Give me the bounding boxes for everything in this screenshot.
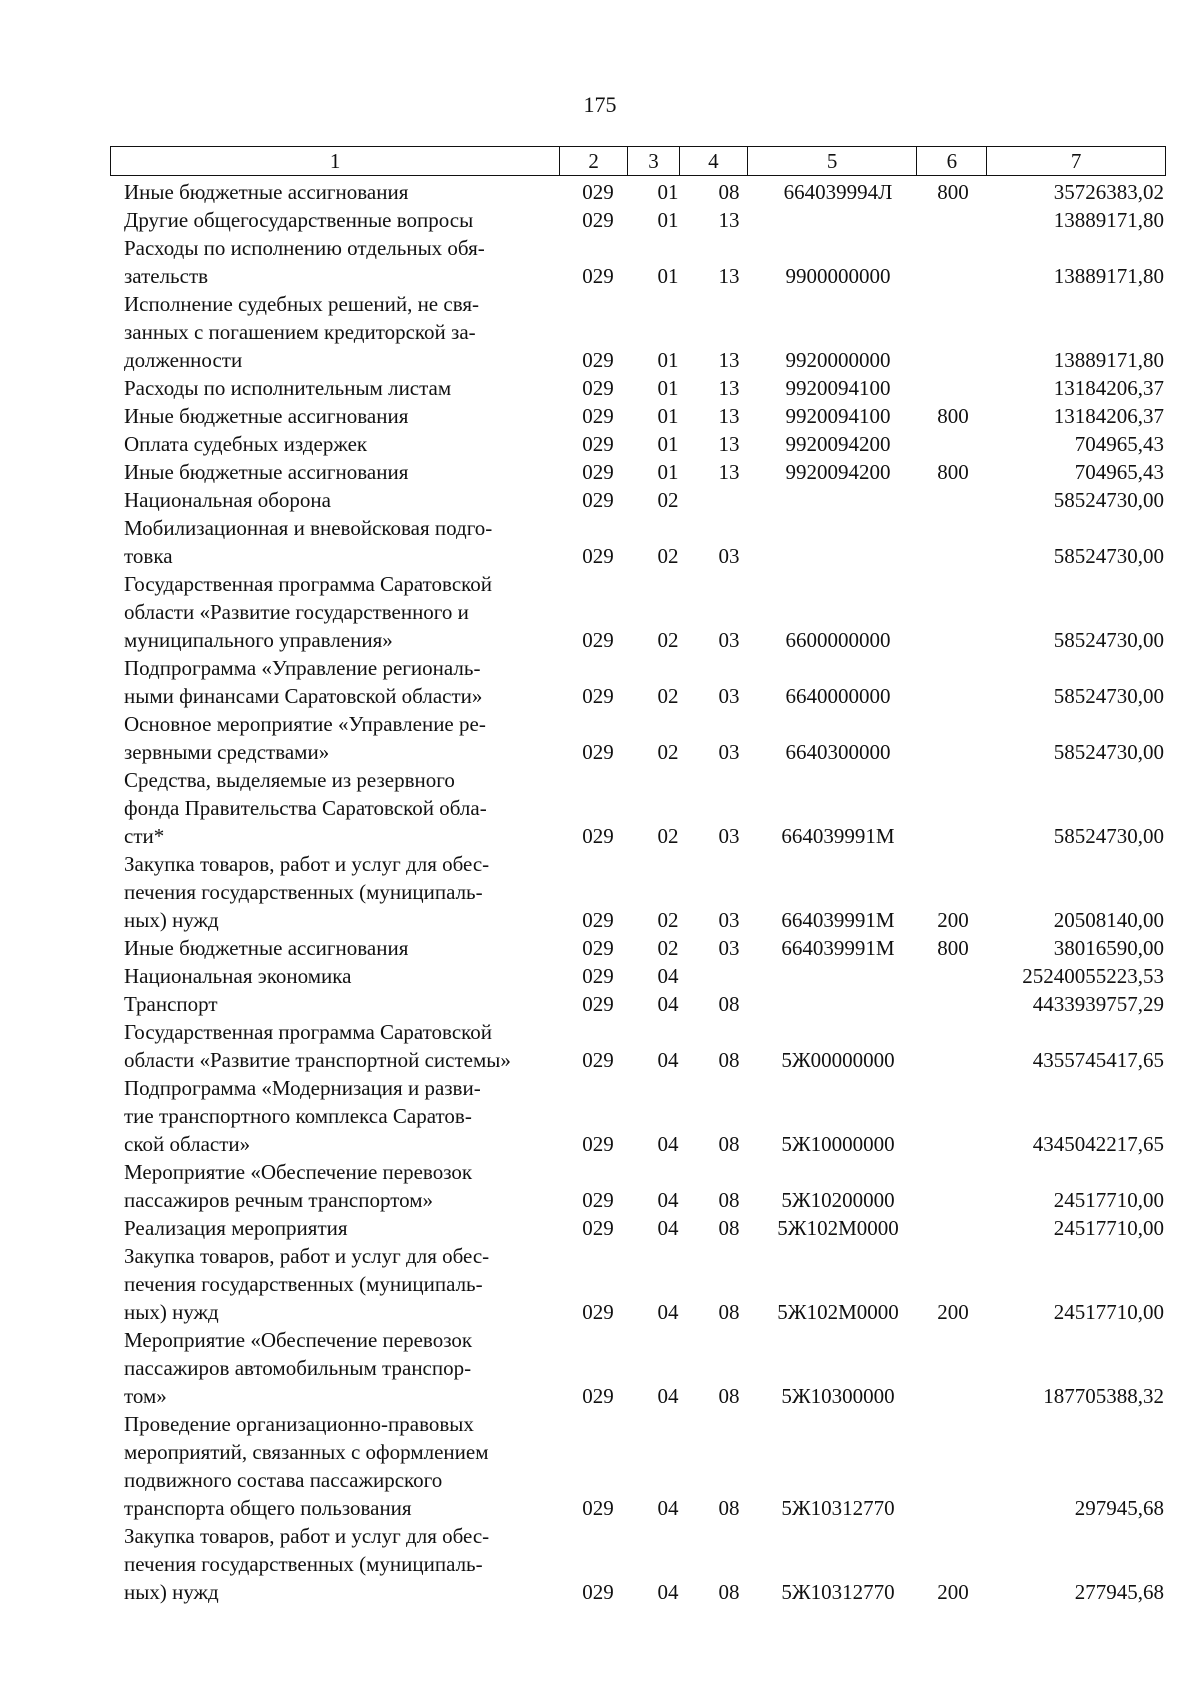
row-col-2: 029: [582, 684, 614, 708]
row-col-5: 6640000000: [785, 684, 891, 708]
row-col-3: 02: [657, 908, 679, 932]
row-col-2: 029: [582, 488, 614, 512]
row-col-2: 029: [582, 432, 614, 456]
row-col-5: 9920094200: [785, 432, 891, 456]
row-amount: 704965,43: [1074, 460, 1164, 484]
row-description: Государственная программа Саратовской области «Развитие транспортной системы»: [124, 1020, 511, 1072]
row-col-5: 6600000000: [785, 628, 891, 652]
row-col-4: 08: [718, 992, 740, 1016]
row-description: Национальная оборона: [124, 488, 331, 512]
table-row: [110, 962, 1170, 990]
row-col-4: 03: [718, 824, 740, 848]
row-col-3: 01: [657, 180, 679, 204]
row-col-2: 029: [582, 376, 614, 400]
table-row: [110, 458, 1170, 486]
row-col-2: 029: [582, 180, 614, 204]
row-col-3: 01: [657, 208, 679, 232]
row-col-3: 01: [657, 432, 679, 456]
row-col-5: 5Ж10000000: [781, 1132, 895, 1156]
row-description: Иные бюджетные ассигнования: [124, 460, 409, 484]
row-col-2: 029: [582, 1188, 614, 1212]
row-amount: 24517710,00: [1053, 1300, 1164, 1324]
row-amount: 58524730,00: [1053, 488, 1164, 512]
row-col-5: 664039994Л: [783, 180, 893, 204]
row-amount: 4355745417,65: [1032, 1048, 1164, 1072]
row-amount: 25240055223,53: [1022, 964, 1164, 988]
row-description: Государственная программа Саратовской области «Развитие государственного и муниципального управления»: [124, 572, 493, 652]
header-col-2: 2: [560, 147, 628, 175]
row-amount: 704965,43: [1074, 432, 1164, 456]
row-col-5: 664039991М: [781, 936, 895, 960]
table-row: [110, 1158, 1170, 1214]
table-row: [110, 1410, 1170, 1522]
table-row: [110, 1214, 1170, 1242]
row-col-3: 02: [657, 684, 679, 708]
row-col-2: 029: [582, 1580, 614, 1604]
row-amount: 13184206,37: [1053, 376, 1164, 400]
row-col-3: 02: [657, 544, 679, 568]
row-col-4: 08: [718, 1384, 740, 1408]
table-body: [110, 178, 1170, 1606]
row-col-4: 08: [718, 1300, 740, 1324]
row-amount: 58524730,00: [1053, 544, 1164, 568]
row-description: Иные бюджетные ассигнования: [124, 936, 409, 960]
row-col-3: 04: [657, 1496, 679, 1520]
row-col-3: 04: [657, 1580, 679, 1604]
row-col-2: 029: [582, 1496, 614, 1520]
row-col-2: 029: [582, 1132, 614, 1156]
row-col-3: 01: [657, 264, 679, 288]
row-col-2: 029: [582, 208, 614, 232]
row-col-4: 08: [718, 1048, 740, 1072]
row-col-3: 02: [657, 936, 679, 960]
table-row: [110, 402, 1170, 430]
row-col-4: 08: [718, 1188, 740, 1212]
row-col-5: 664039991М: [781, 824, 895, 848]
row-col-2: 029: [582, 1048, 614, 1072]
row-col-2: 029: [582, 404, 614, 428]
row-amount: 38016590,00: [1053, 936, 1164, 960]
row-amount: 13184206,37: [1053, 404, 1164, 428]
row-col-5: 5Ж102М0000: [777, 1300, 899, 1324]
row-col-3: 04: [657, 992, 679, 1016]
row-col-2: 029: [582, 992, 614, 1016]
row-col-4: 03: [718, 684, 740, 708]
table-row: [110, 766, 1170, 850]
row-amount: 58524730,00: [1053, 684, 1164, 708]
table-row: [110, 290, 1170, 374]
row-col-6: 200: [937, 1300, 969, 1324]
row-col-6: 200: [937, 1580, 969, 1604]
row-col-5: 5Ж10300000: [781, 1384, 895, 1408]
row-col-5: 9920094100: [785, 376, 891, 400]
row-col-3: 01: [657, 404, 679, 428]
row-col-6: 800: [937, 460, 969, 484]
table-row: [110, 990, 1170, 1018]
row-col-3: 04: [657, 964, 679, 988]
row-amount: 13889171,80: [1053, 264, 1164, 288]
row-description: Мероприятие «Обеспечение перевозок пассажиров речным транспортом»: [124, 1160, 473, 1212]
row-col-3: 04: [657, 1132, 679, 1156]
row-amount: 58524730,00: [1053, 824, 1164, 848]
row-col-6: 800: [937, 936, 969, 960]
row-description: Расходы по исполнению отдельных обя- зательств: [124, 236, 485, 288]
row-description: Подпрограмма «Управление региональ- ными финансами Саратовской области»: [124, 656, 483, 708]
row-col-3: 02: [657, 628, 679, 652]
row-description: Мобилизационная и вневойсковая подго- товка: [124, 516, 493, 568]
row-col-6: 200: [937, 908, 969, 932]
row-col-5: 9920000000: [785, 348, 891, 372]
row-description: Средства, выделяемые из резервного фонда Правительства Саратовской обла- сти*: [124, 768, 487, 848]
table-row: [110, 850, 1170, 934]
row-description: Транспорт: [124, 992, 218, 1016]
row-amount: 4345042217,65: [1032, 1132, 1164, 1156]
table-row: [110, 514, 1170, 570]
row-col-4: 03: [718, 544, 740, 568]
row-amount: 4433939757,29: [1032, 992, 1164, 1016]
row-description: Расходы по исполнительным листам: [124, 376, 452, 400]
row-col-5: 664039991М: [781, 908, 895, 932]
table-row: [110, 206, 1170, 234]
table-row: [110, 374, 1170, 402]
row-col-4: 13: [718, 264, 740, 288]
row-col-4: 13: [718, 208, 740, 232]
table-row: [110, 178, 1170, 206]
row-description: Мероприятие «Обеспечение перевозок пассажиров автомобильным транспор- том»: [124, 1328, 473, 1408]
row-col-3: 01: [657, 376, 679, 400]
row-col-4: 13: [718, 348, 740, 372]
row-col-3: 01: [657, 460, 679, 484]
row-description: Иные бюджетные ассигнования: [124, 180, 409, 204]
row-col-5: 5Ж10200000: [781, 1188, 895, 1212]
row-col-2: 029: [582, 460, 614, 484]
row-amount: 277945,68: [1074, 1580, 1164, 1604]
row-col-4: 08: [718, 1580, 740, 1604]
row-description: Закупка товаров, работ и услуг для обес- печения государственных (муниципаль- ных) нужд: [124, 852, 490, 932]
row-description: Исполнение судебных решений, не свя- занных с погашением кредиторской за- долженности: [124, 292, 479, 372]
row-description: Оплата судебных издержек: [124, 432, 368, 456]
table-row: [110, 934, 1170, 962]
row-col-3: 04: [657, 1216, 679, 1240]
row-col-2: 029: [582, 740, 614, 764]
page-number: 175: [583, 92, 617, 117]
row-col-2: 029: [582, 1384, 614, 1408]
row-description: Подпрограмма «Модернизация и разви- тие транспортного комплекса Саратов- ской области»: [124, 1076, 481, 1156]
row-description: Проведение организационно-правовых мероприятий, связанных с оформлением подвижного состава пассажирского транспорта общего пользования: [124, 1412, 489, 1520]
table-row: [110, 234, 1170, 290]
row-col-4: 13: [718, 404, 740, 428]
row-col-5: 9900000000: [785, 264, 891, 288]
table-row: [110, 1018, 1170, 1074]
row-col-4: 03: [718, 628, 740, 652]
row-col-3: 04: [657, 1384, 679, 1408]
row-col-3: 04: [657, 1048, 679, 1072]
row-col-2: 029: [582, 348, 614, 372]
row-amount: 20508140,00: [1053, 908, 1164, 932]
row-col-4: 03: [718, 908, 740, 932]
row-col-5: 5Ж10312770: [781, 1580, 895, 1604]
row-amount: 35726383,02: [1053, 180, 1164, 204]
row-col-4: 13: [718, 432, 740, 456]
row-col-2: 029: [582, 964, 614, 988]
row-col-4: 08: [718, 180, 740, 204]
row-col-6: 800: [937, 404, 969, 428]
row-col-5: 5Ж102М0000: [777, 1216, 899, 1240]
row-col-3: 02: [657, 488, 679, 512]
header-col-4: 4: [680, 147, 748, 175]
row-col-2: 029: [582, 1300, 614, 1324]
row-description: Другие общегосударственные вопросы: [124, 208, 474, 232]
row-col-6: 800: [937, 180, 969, 204]
table-row: [110, 570, 1170, 654]
header-col-6: 6: [917, 147, 987, 175]
row-description: Закупка товаров, работ и услуг для обес- печения государственных (муниципаль- ных) нужд: [124, 1244, 490, 1324]
row-col-5: 5Ж10312770: [781, 1496, 895, 1520]
row-col-3: 02: [657, 824, 679, 848]
row-amount: 24517710,00: [1053, 1188, 1164, 1212]
row-description: Национальная экономика: [124, 964, 352, 988]
row-amount: 13889171,80: [1053, 208, 1164, 232]
header-col-3: 3: [628, 147, 680, 175]
row-amount: 13889171,80: [1053, 348, 1164, 372]
row-col-2: 029: [582, 824, 614, 848]
header-col-1: 1: [111, 147, 560, 175]
row-col-4: 13: [718, 460, 740, 484]
row-description: Иные бюджетные ассигнования: [124, 404, 409, 428]
row-col-4: 08: [718, 1496, 740, 1520]
row-col-2: 029: [582, 908, 614, 932]
table-header: [110, 146, 1166, 176]
row-col-4: 03: [718, 740, 740, 764]
row-col-4: 03: [718, 936, 740, 960]
row-col-5: 5Ж00000000: [781, 1048, 895, 1072]
row-description: Закупка товаров, работ и услуг для обес- печения государственных (муниципаль- ных) нужд: [124, 1524, 490, 1604]
table-row: [110, 1074, 1170, 1158]
row-col-3: 02: [657, 740, 679, 764]
row-col-2: 029: [582, 628, 614, 652]
row-col-5: 9920094200: [785, 460, 891, 484]
row-col-5: 9920094100: [785, 404, 891, 428]
row-amount: 297945,68: [1074, 1496, 1164, 1520]
table-row: [110, 1326, 1170, 1410]
table-row: [110, 1242, 1170, 1326]
row-description: Основное мероприятие «Управление ре- зервными средствами»: [124, 712, 486, 764]
row-amount: 187705388,32: [1043, 1384, 1164, 1408]
table-row: [110, 654, 1170, 710]
table-row: [110, 486, 1170, 514]
row-amount: 58524730,00: [1053, 740, 1164, 764]
row-col-2: 029: [582, 544, 614, 568]
table-row: [110, 1522, 1170, 1606]
row-col-3: 04: [657, 1300, 679, 1324]
row-col-5: 6640300000: [785, 740, 891, 764]
row-description: Реализация мероприятия: [124, 1216, 348, 1240]
row-col-4: 08: [718, 1216, 740, 1240]
row-amount: 24517710,00: [1053, 1216, 1164, 1240]
header-col-7: 7: [1070, 149, 1082, 173]
row-amount: 58524730,00: [1053, 628, 1164, 652]
row-col-3: 01: [657, 348, 679, 372]
row-col-2: 029: [582, 1216, 614, 1240]
row-col-4: 13: [718, 376, 740, 400]
row-col-3: 04: [657, 1188, 679, 1212]
row-col-4: 08: [718, 1132, 740, 1156]
row-col-2: 029: [582, 264, 614, 288]
row-col-2: 029: [582, 936, 614, 960]
table-row: [110, 430, 1170, 458]
table-row: [110, 710, 1170, 766]
header-col-5: 5: [748, 147, 918, 175]
